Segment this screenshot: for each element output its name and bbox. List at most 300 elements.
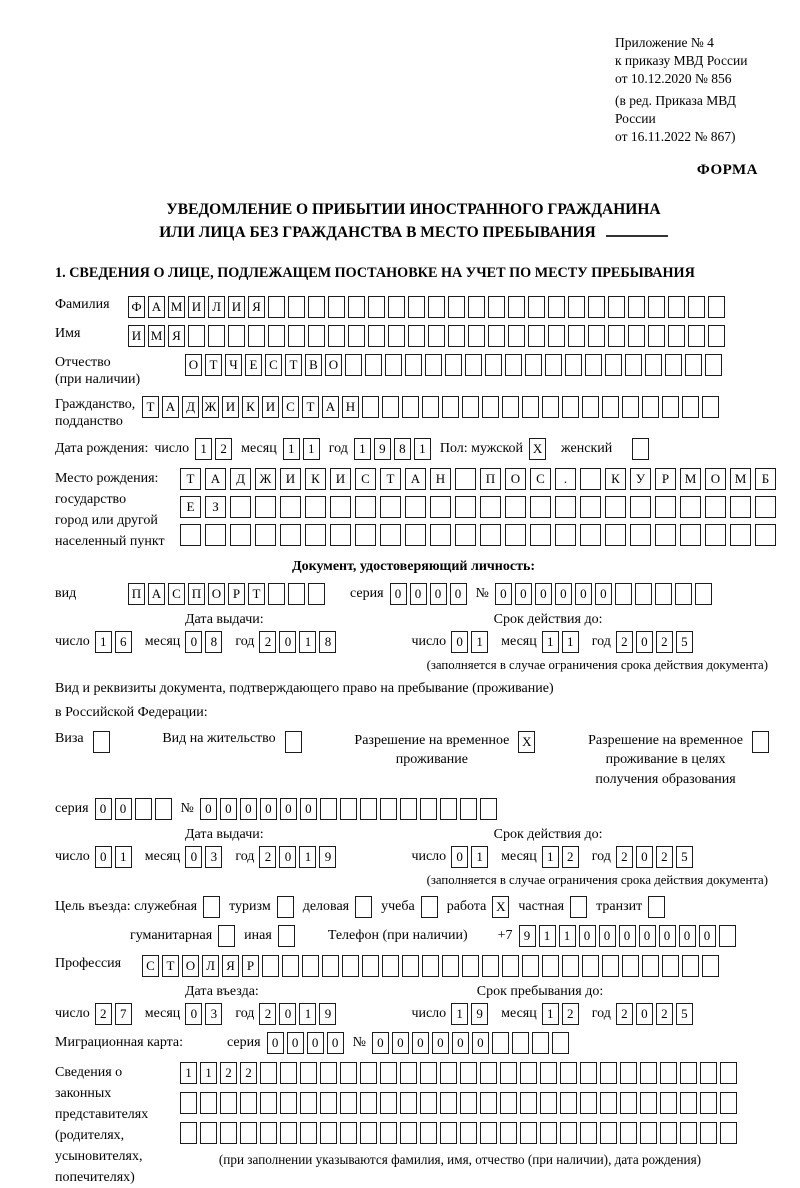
char-cell[interactable]: [302, 955, 319, 977]
char-cell[interactable]: 2: [259, 1003, 276, 1025]
doc-kind-field[interactable]: [128, 583, 328, 605]
char-cell[interactable]: [695, 583, 712, 605]
char-cell[interactable]: 0: [472, 1032, 489, 1054]
char-cell[interactable]: [462, 396, 479, 418]
char-cell[interactable]: 7: [115, 1003, 132, 1025]
char-cell[interactable]: [460, 1062, 477, 1084]
char-cell[interactable]: [542, 396, 559, 418]
char-cell[interactable]: 0: [452, 1032, 469, 1054]
char-cell[interactable]: [600, 1092, 617, 1114]
char-cell[interactable]: [288, 583, 305, 605]
char-cell[interactable]: [555, 524, 576, 546]
residence-permit-checkbox[interactable]: [276, 731, 305, 753]
char-cell[interactable]: Л: [208, 296, 225, 318]
char-cell[interactable]: [430, 524, 451, 546]
char-cell[interactable]: [752, 731, 769, 753]
char-cell[interactable]: [720, 1062, 737, 1084]
char-cell[interactable]: С: [530, 468, 551, 490]
char-cell[interactable]: [655, 496, 676, 518]
residence-valid-month[interactable]: [542, 846, 582, 868]
char-cell[interactable]: 0: [185, 846, 202, 868]
valid-day[interactable]: [451, 631, 491, 653]
char-cell[interactable]: [608, 325, 625, 347]
birthplace-row2[interactable]: [180, 496, 780, 518]
birthdate-year[interactable]: [354, 438, 434, 460]
representatives-row3[interactable]: [180, 1122, 740, 1144]
char-cell[interactable]: [230, 496, 251, 518]
char-cell[interactable]: [568, 296, 585, 318]
char-cell[interactable]: [400, 1062, 417, 1084]
char-cell[interactable]: [530, 496, 551, 518]
char-cell[interactable]: 1: [542, 631, 559, 653]
char-cell[interactable]: 1: [299, 631, 316, 653]
char-cell[interactable]: [220, 1122, 237, 1144]
residence-issue-year[interactable]: [259, 846, 339, 868]
char-cell[interactable]: [305, 524, 326, 546]
purpose-tourism-checkbox[interactable]: [277, 896, 297, 918]
char-cell[interactable]: [705, 524, 726, 546]
char-cell[interactable]: [588, 325, 605, 347]
char-cell[interactable]: [268, 325, 285, 347]
char-cell[interactable]: 9: [471, 1003, 488, 1025]
char-cell[interactable]: [228, 325, 245, 347]
char-cell[interactable]: 1: [559, 925, 576, 947]
char-cell[interactable]: [285, 731, 302, 753]
char-cell[interactable]: [730, 496, 751, 518]
char-cell[interactable]: [348, 325, 365, 347]
char-cell[interactable]: [180, 1092, 197, 1114]
char-cell[interactable]: [365, 354, 382, 376]
char-cell[interactable]: 0: [280, 798, 297, 820]
issue-month[interactable]: [185, 631, 225, 653]
char-cell[interactable]: [665, 354, 682, 376]
char-cell[interactable]: [680, 1122, 697, 1144]
char-cell[interactable]: [320, 1122, 337, 1144]
valid-month[interactable]: [542, 631, 582, 653]
char-cell[interactable]: 2: [259, 631, 276, 653]
char-cell[interactable]: 0: [392, 1032, 409, 1054]
char-cell[interactable]: [622, 396, 639, 418]
char-cell[interactable]: [362, 396, 379, 418]
char-cell[interactable]: [532, 1032, 549, 1054]
char-cell[interactable]: 1: [283, 438, 300, 460]
char-cell[interactable]: [580, 1122, 597, 1144]
char-cell[interactable]: Р: [655, 468, 676, 490]
char-cell[interactable]: [585, 354, 602, 376]
char-cell[interactable]: И: [188, 296, 205, 318]
char-cell[interactable]: [480, 1092, 497, 1114]
char-cell[interactable]: Я: [248, 296, 265, 318]
char-cell[interactable]: [540, 1092, 557, 1114]
char-cell[interactable]: [480, 524, 501, 546]
char-cell[interactable]: Н: [430, 468, 451, 490]
char-cell[interactable]: [355, 524, 376, 546]
char-cell[interactable]: [480, 1062, 497, 1084]
char-cell[interactable]: [512, 1032, 529, 1054]
char-cell[interactable]: [428, 296, 445, 318]
char-cell[interactable]: 0: [619, 925, 636, 947]
valid-year[interactable]: [616, 631, 696, 653]
char-cell[interactable]: [662, 955, 679, 977]
char-cell[interactable]: [660, 1122, 677, 1144]
char-cell[interactable]: [488, 325, 505, 347]
char-cell[interactable]: [655, 583, 672, 605]
char-cell[interactable]: [345, 354, 362, 376]
char-cell[interactable]: 0: [412, 1032, 429, 1054]
char-cell[interactable]: [382, 396, 399, 418]
purpose-humanitarian-checkbox[interactable]: [218, 925, 238, 947]
char-cell[interactable]: [388, 325, 405, 347]
char-cell[interactable]: [505, 496, 526, 518]
char-cell[interactable]: [630, 524, 651, 546]
char-cell[interactable]: [480, 496, 501, 518]
char-cell[interactable]: 5: [676, 846, 693, 868]
char-cell[interactable]: [680, 1062, 697, 1084]
char-cell[interactable]: [288, 296, 305, 318]
char-cell[interactable]: 0: [495, 583, 512, 605]
char-cell[interactable]: И: [280, 468, 301, 490]
char-cell[interactable]: 0: [279, 631, 296, 653]
char-cell[interactable]: [525, 354, 542, 376]
char-cell[interactable]: [218, 925, 235, 947]
char-cell[interactable]: [260, 1062, 277, 1084]
char-cell[interactable]: Я: [222, 955, 239, 977]
char-cell[interactable]: [570, 896, 587, 918]
char-cell[interactable]: [322, 955, 339, 977]
char-cell[interactable]: Е: [180, 496, 201, 518]
char-cell[interactable]: И: [222, 396, 239, 418]
char-cell[interactable]: Д: [230, 468, 251, 490]
char-cell[interactable]: [382, 955, 399, 977]
char-cell[interactable]: 0: [240, 798, 257, 820]
char-cell[interactable]: [402, 396, 419, 418]
char-cell[interactable]: [485, 354, 502, 376]
surname-field[interactable]: [128, 296, 728, 318]
char-cell[interactable]: [240, 1092, 257, 1114]
temp-permit-checkbox[interactable]: [509, 731, 538, 753]
char-cell[interactable]: [600, 1062, 617, 1084]
char-cell[interactable]: [380, 1092, 397, 1114]
char-cell[interactable]: [540, 1062, 557, 1084]
char-cell[interactable]: [402, 955, 419, 977]
char-cell[interactable]: [655, 524, 676, 546]
char-cell[interactable]: 2: [240, 1062, 257, 1084]
char-cell[interactable]: 0: [95, 846, 112, 868]
char-cell[interactable]: Ж: [255, 468, 276, 490]
char-cell[interactable]: Б: [755, 468, 776, 490]
char-cell[interactable]: [422, 955, 439, 977]
char-cell[interactable]: М: [168, 296, 185, 318]
char-cell[interactable]: 0: [95, 798, 112, 820]
char-cell[interactable]: [548, 296, 565, 318]
char-cell[interactable]: [700, 1092, 717, 1114]
char-cell[interactable]: [620, 1122, 637, 1144]
char-cell[interactable]: [680, 524, 701, 546]
char-cell[interactable]: 0: [220, 798, 237, 820]
char-cell[interactable]: [500, 1092, 517, 1114]
char-cell[interactable]: [628, 296, 645, 318]
char-cell[interactable]: [355, 496, 376, 518]
char-cell[interactable]: А: [405, 468, 426, 490]
char-cell[interactable]: [668, 325, 685, 347]
char-cell[interactable]: [628, 325, 645, 347]
char-cell[interactable]: 2: [656, 1003, 673, 1025]
char-cell[interactable]: 1: [299, 846, 316, 868]
char-cell[interactable]: [455, 468, 476, 490]
char-cell[interactable]: 0: [699, 925, 716, 947]
char-cell[interactable]: [380, 1062, 397, 1084]
char-cell[interactable]: [720, 1092, 737, 1114]
migration-number-field[interactable]: [372, 1032, 572, 1054]
char-cell[interactable]: [93, 731, 110, 753]
char-cell[interactable]: [708, 325, 725, 347]
stay-month[interactable]: [542, 1003, 582, 1025]
char-cell[interactable]: 2: [220, 1062, 237, 1084]
char-cell[interactable]: [455, 496, 476, 518]
char-cell[interactable]: П: [480, 468, 501, 490]
char-cell[interactable]: [440, 798, 457, 820]
char-cell[interactable]: [605, 496, 626, 518]
char-cell[interactable]: [180, 524, 201, 546]
char-cell[interactable]: 0: [185, 631, 202, 653]
char-cell[interactable]: [420, 1092, 437, 1114]
char-cell[interactable]: 0: [636, 1003, 653, 1025]
char-cell[interactable]: [428, 325, 445, 347]
char-cell[interactable]: [340, 1062, 357, 1084]
char-cell[interactable]: [440, 1062, 457, 1084]
char-cell[interactable]: [605, 354, 622, 376]
char-cell[interactable]: 1: [471, 631, 488, 653]
char-cell[interactable]: [308, 325, 325, 347]
char-cell[interactable]: Т: [142, 396, 159, 418]
char-cell[interactable]: [380, 1122, 397, 1144]
char-cell[interactable]: [362, 955, 379, 977]
char-cell[interactable]: [500, 1062, 517, 1084]
char-cell[interactable]: [620, 1062, 637, 1084]
char-cell[interactable]: [648, 896, 665, 918]
char-cell[interactable]: [448, 296, 465, 318]
char-cell[interactable]: К: [242, 396, 259, 418]
char-cell[interactable]: [320, 798, 337, 820]
representatives-row1[interactable]: [180, 1062, 740, 1084]
char-cell[interactable]: 2: [259, 846, 276, 868]
char-cell[interactable]: 3: [205, 1003, 222, 1025]
char-cell[interactable]: И: [128, 325, 145, 347]
char-cell[interactable]: М: [680, 468, 701, 490]
char-cell[interactable]: [705, 354, 722, 376]
representatives-row2[interactable]: [180, 1092, 740, 1114]
char-cell[interactable]: [205, 524, 226, 546]
char-cell[interactable]: О: [505, 468, 526, 490]
char-cell[interactable]: И: [262, 396, 279, 418]
char-cell[interactable]: [640, 1062, 657, 1084]
char-cell[interactable]: Я: [168, 325, 185, 347]
char-cell[interactable]: 0: [599, 925, 616, 947]
char-cell[interactable]: [420, 1062, 437, 1084]
char-cell[interactable]: [460, 1092, 477, 1114]
char-cell[interactable]: [685, 354, 702, 376]
char-cell[interactable]: [380, 524, 401, 546]
char-cell[interactable]: 0: [636, 846, 653, 868]
char-cell[interactable]: [278, 925, 295, 947]
char-cell[interactable]: [708, 296, 725, 318]
char-cell[interactable]: 2: [616, 1003, 633, 1025]
char-cell[interactable]: М: [148, 325, 165, 347]
purpose-private-checkbox[interactable]: [570, 896, 590, 918]
char-cell[interactable]: А: [322, 396, 339, 418]
char-cell[interactable]: [155, 798, 172, 820]
char-cell[interactable]: 1: [562, 631, 579, 653]
char-cell[interactable]: [360, 1122, 377, 1144]
char-cell[interactable]: [648, 325, 665, 347]
purpose-business-checkbox[interactable]: [355, 896, 375, 918]
char-cell[interactable]: [682, 955, 699, 977]
char-cell[interactable]: [440, 1092, 457, 1114]
char-cell[interactable]: [492, 1032, 509, 1054]
char-cell[interactable]: [340, 1092, 357, 1114]
char-cell[interactable]: [405, 354, 422, 376]
char-cell[interactable]: [468, 296, 485, 318]
char-cell[interactable]: [300, 1092, 317, 1114]
char-cell[interactable]: [268, 583, 285, 605]
stay-year[interactable]: [616, 1003, 696, 1025]
char-cell[interactable]: Т: [380, 468, 401, 490]
char-cell[interactable]: А: [205, 468, 226, 490]
char-cell[interactable]: [255, 524, 276, 546]
char-cell[interactable]: 1: [180, 1062, 197, 1084]
char-cell[interactable]: [530, 524, 551, 546]
char-cell[interactable]: [328, 325, 345, 347]
char-cell[interactable]: Ф: [128, 296, 145, 318]
char-cell[interactable]: [688, 325, 705, 347]
char-cell[interactable]: 0: [185, 1003, 202, 1025]
char-cell[interactable]: [625, 354, 642, 376]
char-cell[interactable]: 0: [636, 631, 653, 653]
char-cell[interactable]: 0: [390, 583, 407, 605]
char-cell[interactable]: [500, 1122, 517, 1144]
citizenship-field[interactable]: [142, 396, 722, 418]
char-cell[interactable]: [300, 1062, 317, 1084]
birthplace-row1[interactable]: [180, 468, 780, 490]
char-cell[interactable]: [400, 798, 417, 820]
char-cell[interactable]: [280, 496, 301, 518]
char-cell[interactable]: 1: [451, 1003, 468, 1025]
char-cell[interactable]: [260, 1122, 277, 1144]
char-cell[interactable]: [642, 396, 659, 418]
char-cell[interactable]: [488, 296, 505, 318]
char-cell[interactable]: [662, 396, 679, 418]
char-cell[interactable]: 9: [319, 846, 336, 868]
char-cell[interactable]: [565, 354, 582, 376]
char-cell[interactable]: X: [529, 438, 546, 460]
char-cell[interactable]: [522, 955, 539, 977]
purpose-other-checkbox[interactable]: [278, 925, 298, 947]
char-cell[interactable]: 0: [535, 583, 552, 605]
char-cell[interactable]: [635, 583, 652, 605]
char-cell[interactable]: [262, 955, 279, 977]
char-cell[interactable]: [640, 1122, 657, 1144]
char-cell[interactable]: [305, 496, 326, 518]
char-cell[interactable]: [482, 396, 499, 418]
char-cell[interactable]: [602, 396, 619, 418]
char-cell[interactable]: М: [730, 468, 751, 490]
char-cell[interactable]: [562, 955, 579, 977]
char-cell[interactable]: 1: [542, 846, 559, 868]
char-cell[interactable]: [368, 296, 385, 318]
char-cell[interactable]: Е: [245, 354, 262, 376]
char-cell[interactable]: [465, 354, 482, 376]
char-cell[interactable]: [648, 296, 665, 318]
char-cell[interactable]: [400, 1092, 417, 1114]
char-cell[interactable]: З: [205, 496, 226, 518]
char-cell[interactable]: [200, 1122, 217, 1144]
char-cell[interactable]: 0: [679, 925, 696, 947]
char-cell[interactable]: 0: [595, 583, 612, 605]
visa-checkbox[interactable]: [84, 731, 113, 753]
char-cell[interactable]: 1: [303, 438, 320, 460]
char-cell[interactable]: [320, 1062, 337, 1084]
char-cell[interactable]: [255, 496, 276, 518]
char-cell[interactable]: [720, 1122, 737, 1144]
char-cell[interactable]: 2: [616, 846, 633, 868]
char-cell[interactable]: [420, 798, 437, 820]
char-cell[interactable]: Р: [242, 955, 259, 977]
char-cell[interactable]: [622, 955, 639, 977]
char-cell[interactable]: [342, 955, 359, 977]
char-cell[interactable]: [560, 1092, 577, 1114]
char-cell[interactable]: [308, 583, 325, 605]
char-cell[interactable]: X: [492, 896, 509, 918]
char-cell[interactable]: [608, 296, 625, 318]
char-cell[interactable]: [615, 583, 632, 605]
char-cell[interactable]: С: [142, 955, 159, 977]
char-cell[interactable]: 0: [287, 1032, 304, 1054]
char-cell[interactable]: [280, 1122, 297, 1144]
char-cell[interactable]: 1: [471, 846, 488, 868]
char-cell[interactable]: [405, 524, 426, 546]
char-cell[interactable]: [220, 1092, 237, 1114]
char-cell[interactable]: [560, 1122, 577, 1144]
entry-day[interactable]: [95, 1003, 135, 1025]
char-cell[interactable]: [405, 496, 426, 518]
char-cell[interactable]: 0: [450, 583, 467, 605]
purpose-study-checkbox[interactable]: [421, 896, 441, 918]
char-cell[interactable]: Т: [285, 354, 302, 376]
char-cell[interactable]: С: [168, 583, 185, 605]
char-cell[interactable]: Т: [302, 396, 319, 418]
char-cell[interactable]: 0: [327, 1032, 344, 1054]
char-cell[interactable]: [248, 325, 265, 347]
char-cell[interactable]: К: [305, 468, 326, 490]
char-cell[interactable]: Ч: [225, 354, 242, 376]
char-cell[interactable]: [632, 438, 649, 460]
char-cell[interactable]: В: [305, 354, 322, 376]
char-cell[interactable]: 1: [115, 846, 132, 868]
char-cell[interactable]: [468, 325, 485, 347]
migration-series-field[interactable]: [267, 1032, 347, 1054]
char-cell[interactable]: [580, 1062, 597, 1084]
char-cell[interactable]: [560, 1062, 577, 1084]
patronymic-field[interactable]: [185, 354, 725, 376]
char-cell[interactable]: И: [330, 468, 351, 490]
char-cell[interactable]: [340, 1122, 357, 1144]
char-cell[interactable]: [480, 1122, 497, 1144]
char-cell[interactable]: [520, 1092, 537, 1114]
char-cell[interactable]: [545, 354, 562, 376]
char-cell[interactable]: [682, 396, 699, 418]
char-cell[interactable]: 0: [200, 798, 217, 820]
char-cell[interactable]: [580, 1092, 597, 1114]
